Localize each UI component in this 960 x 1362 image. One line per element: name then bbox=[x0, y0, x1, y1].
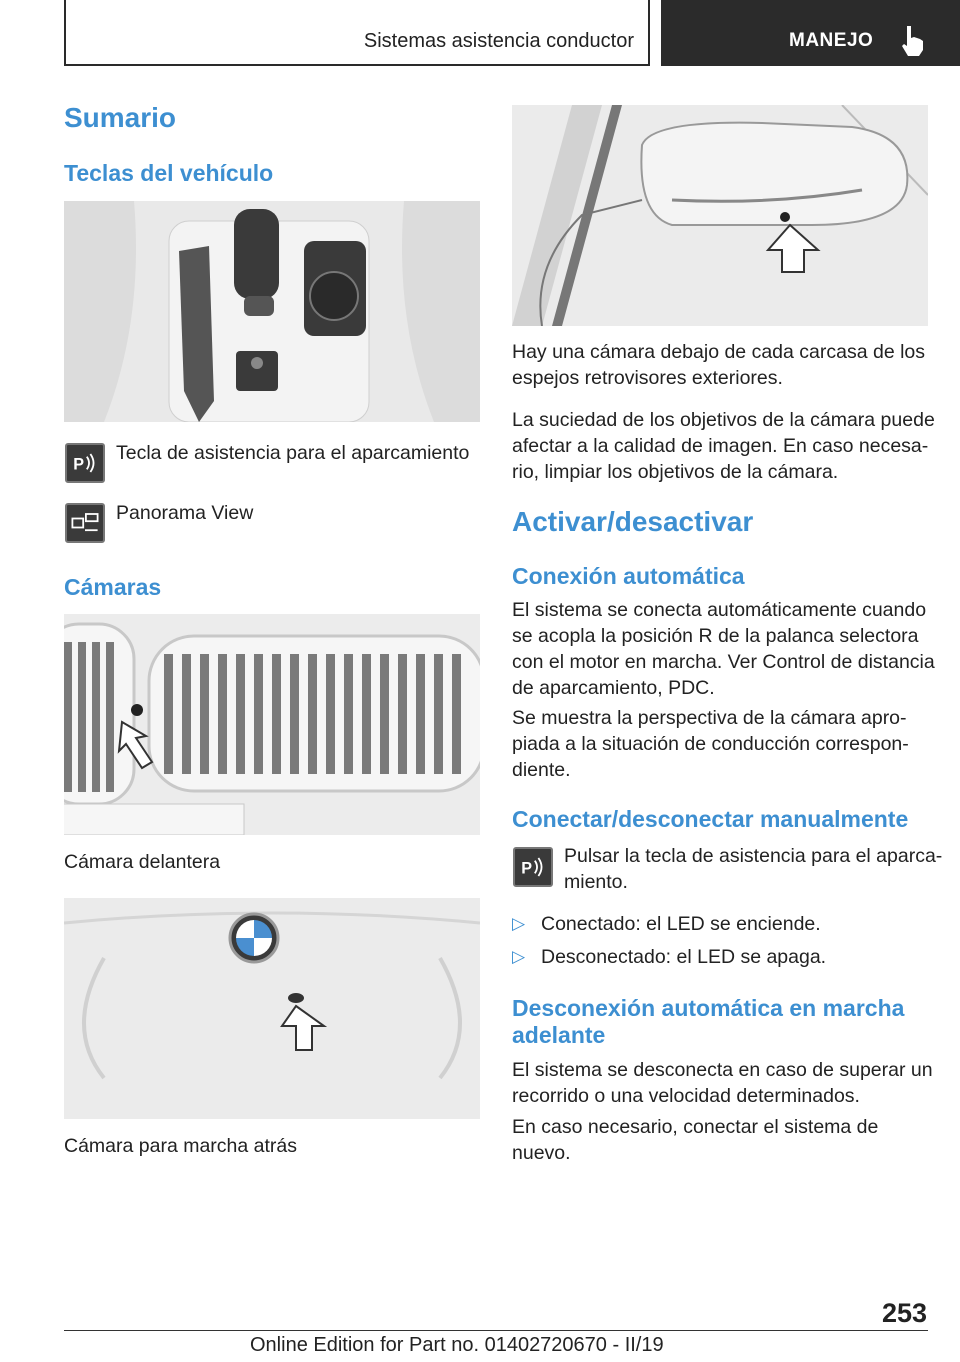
text-line: espejos retrovisores exteriores. bbox=[512, 367, 783, 389]
manual-connect-text bbox=[564, 843, 942, 895]
front-camera-image bbox=[64, 614, 480, 835]
text-line: Hay una cámara debajo de cada carcasa de los bbox=[512, 341, 926, 363]
chapter-label: MANEJO bbox=[789, 30, 874, 51]
auto-disconnect-heading bbox=[512, 995, 904, 1049]
keys-heading: Teclas del vehículo bbox=[64, 160, 274, 186]
vehicle-keys-image bbox=[64, 201, 480, 422]
text-line: se acopla la posición R de la palanca selectora bbox=[512, 625, 919, 647]
svg-text:P: P bbox=[73, 455, 85, 474]
parking-assist-key-label: Tecla de asistencia para el aparcamiento bbox=[116, 442, 470, 464]
svg-text:P: P bbox=[521, 859, 533, 878]
header-section-title: Sistemas asistencia conductor bbox=[363, 30, 634, 52]
bullet-led-on: Conectado: el LED se enciende. bbox=[541, 913, 821, 935]
text-line: afectar a la calidad de imagen. En caso necesa- bbox=[512, 435, 929, 457]
triangle-bullet-icon: ▷ bbox=[512, 914, 526, 933]
mirror-camera-text bbox=[512, 339, 925, 391]
lens-dirt-text bbox=[512, 407, 935, 485]
page-title: Sumario bbox=[64, 102, 177, 133]
triangle-bullet-icon: ▷ bbox=[512, 947, 526, 966]
text-line: La suciedad de los objetivos de la cámara puede bbox=[512, 409, 935, 431]
auto-disconnect-text bbox=[512, 1057, 933, 1109]
text-line: piada a la situación de conducción correspon- bbox=[512, 733, 909, 755]
reconnect-text bbox=[512, 1114, 878, 1166]
text-line: de aparcamiento, PDC. bbox=[512, 677, 715, 699]
front-camera-caption: Cámara delantera bbox=[64, 851, 221, 873]
parking-assist-icon bbox=[515, 849, 551, 885]
text-line: En caso necesario, conectar el sistema de bbox=[512, 1116, 879, 1138]
side-mirror-camera-image bbox=[512, 105, 928, 326]
heading-line: Desconexión automática en marcha bbox=[512, 995, 905, 1021]
page-number: 253 bbox=[881, 1298, 927, 1328]
text-line: diente. bbox=[512, 759, 571, 781]
edition-footer: Online Edition for Part no. 01402720670 - II/19 bbox=[250, 1334, 664, 1356]
panorama-view-key bbox=[65, 503, 105, 543]
text-line: con el motor en marcha. Ver Control de distancia bbox=[512, 651, 935, 673]
manual-connect-heading: Conectar/desconectar manualmente bbox=[512, 806, 909, 832]
text-line: nuevo. bbox=[512, 1142, 571, 1164]
panorama-view-icon bbox=[67, 505, 103, 541]
pointing-hand-icon bbox=[897, 24, 931, 58]
text-line: El sistema se conecta automáticamente cuando bbox=[512, 599, 927, 621]
text-line: Pulsar la tecla de asistencia para el aparca- bbox=[564, 845, 943, 867]
text-line: El sistema se desconecta en caso de superar un bbox=[512, 1059, 933, 1081]
auto-connect-text bbox=[512, 597, 935, 701]
cameras-heading: Cámaras bbox=[64, 574, 162, 600]
bullet-led-off: Desconectado: el LED se apaga. bbox=[541, 946, 827, 968]
rear-camera-image bbox=[64, 898, 480, 1119]
panorama-view-key-label: Panorama View bbox=[116, 502, 254, 524]
text-line: rio, limpiar los objetivos de la cámara. bbox=[512, 461, 839, 483]
text-line: miento. bbox=[564, 871, 628, 893]
heading-line: adelante bbox=[512, 1022, 606, 1048]
parking-assist-key-manual bbox=[513, 847, 553, 887]
activate-heading: Activar/desactivar bbox=[512, 506, 754, 537]
header-chapter-tab bbox=[661, 0, 960, 66]
text-line: recorrido o una velocidad determinados. bbox=[512, 1085, 860, 1107]
parking-assist-icon bbox=[67, 445, 103, 481]
parking-assist-key bbox=[65, 443, 105, 483]
rear-camera-caption: Cámara para marcha atrás bbox=[64, 1135, 298, 1157]
footer-divider bbox=[64, 1330, 928, 1331]
text-line: Se muestra la perspectiva de la cámara apro- bbox=[512, 707, 907, 729]
perspective-text bbox=[512, 705, 909, 783]
auto-connect-heading: Conexión automática bbox=[512, 563, 745, 589]
